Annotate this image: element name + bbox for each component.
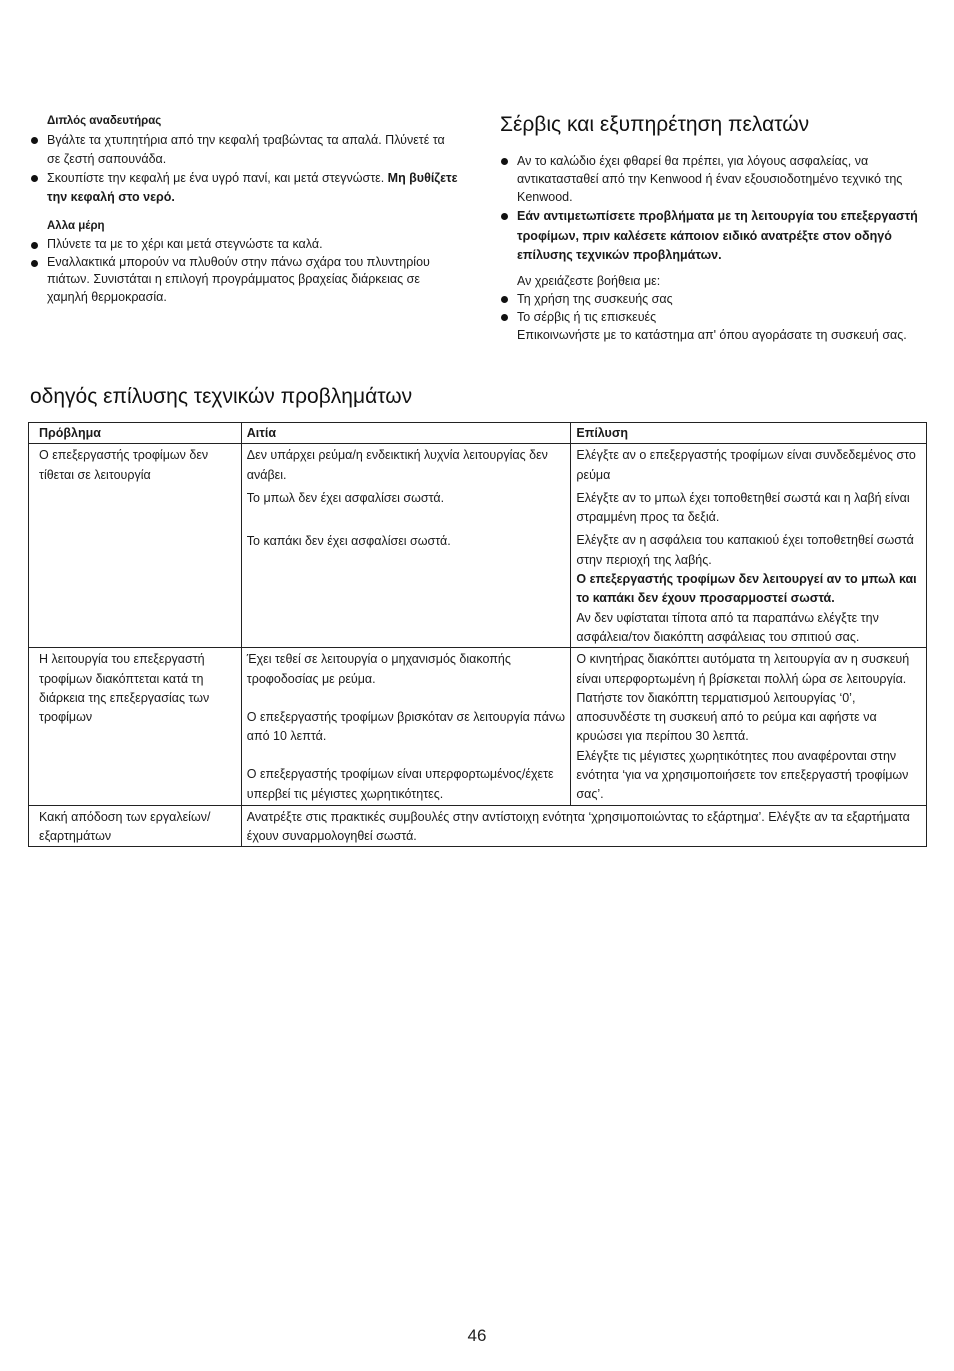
solution-cell: Ελέγξτε αν ο επεξεργαστής τροφίμων είναι συνδεδεμένος στο ρεύμα Ελέγξτε αν το μπωλ έχει τοποθετηθεί σωστά και η λαβή είναι στραμμένη προς τα δεξιά. Ελέγξτε αν η ασφάλεια του καπακιού έχει τοποθετηθεί σωστά στην περιοχή της λαβής. Ο επεξεργαστής τροφίμων δεν λειτουργεί αν το μπωλ και το καπάκι δεν έχουν προσαρμοστεί σωστά. Αν δεν υφίσταται τίποτα από τα παραπάνω ελέγξτε την ασφάλεια/τον διακόπτη ασφάλειας του σπιτιού σας. (571, 444, 927, 648)
table-header-row (29, 423, 927, 444)
list-item: Βγάλτε τα χτυπητήρια από την κεφαλή τραβώντας τα απαλά. Πλύνετέ τα σε ζεστή σαπουνάδα. (30, 131, 460, 169)
cause-cell: Δεν υπάρχει ρεύμα/η ενδεικτική λυχνία λειτουργίας δεν ανάβει. Το μπωλ δεν έχει ασφαλίσει σωστά. Το καπάκι δεν έχει ασφαλίσει σωστά. (241, 444, 571, 648)
table-row (29, 444, 927, 648)
solution-cell: Ο κινητήρας διακόπτει αυτόματα τη λειτουργία αν η συσκευή είναι υπερφορτωμένη ή βρίσκεται πολλή ώρα σε λειτουργία. Πατήστε τον διακόπτη τερματισμού λειτουργίας ‘0’, αποσυνδέστε τη συσκευή από το ρεύμα και αφήστε να κρυώσει για περίπου 30 λεπτά. Ελέγξτε τις μέγιστες χωρητικότητες που αναφέρονται στην ενότητα ‘για να χρησιμοποιήσετε τον επεξεργαστή τροφίμων σας’. (571, 648, 927, 805)
help-intro: Αν χρειάζεστε βοήθεια με: (517, 273, 661, 288)
merged-cause-solution-cell: Ανατρέξτε στις πρακτικές συμβουλές στην αντίστοιχη ενότητα ‘χρησιμοποιώντας το εξάρτημα’. Ελέγξτε αν τα εξαρτήματα έχουν συναρμολογηθεί σωστά. (241, 805, 926, 847)
service-section (500, 112, 930, 344)
list-item: Αν το καλώδιο έχει φθαρεί θα πρέπει, για λόγους ασφαλείας, να αντικατασταθεί από την Kenwood ή έναν εξουσιοδοτημένο τεχνικό της Kenwood. (500, 152, 930, 206)
other-parts-heading: Αλλα μέρη (47, 220, 105, 232)
troubleshooting-title: οδηγός επίλυσης τεχνικών προβλημάτων (30, 385, 413, 408)
list-item: Εάν αντιμετωπίσετε προβλήματα με τη λειτουργία του επεξεργαστή τροφίμων, πριν καλέσετε κάποιον ειδικό ανατρέξτε στον οδηγό επίλυσης τεχνικών προβλημάτων. (500, 207, 930, 266)
list-item: Τη χρήση της συσκευής σας (500, 290, 930, 308)
header-cause: Αιτία (241, 423, 571, 444)
help-list (500, 290, 930, 326)
cause-cell: Έχει τεθεί σε λειτουργία ο μηχανισμός διακοπής τροφοδοσίας με ρεύμα. Ο επεξεργαστής τροφίμων βρισκόταν σε λειτουργία πάνω από 10 λεπτά. Ο επεξεργαστής τροφίμων είναι υπερφορτωμένος/έχετε υπερβεί τις μέγιστες χωρητικότητες. (241, 648, 571, 805)
problem-cell: Κακή απόδοση των εργαλείων/εξαρτημάτων (29, 805, 242, 847)
problem-cell: Η λειτουργία του επεξεργαστή τροφίμων διακόπτεται κατά τη διάρκεια της επεξεργασίας των τροφίμων (29, 648, 242, 805)
troubleshooting-table (28, 422, 927, 847)
list-item: Εναλλακτικά μπορούν να πλυθούν στην πάνω σχάρα του πλυντηρίου πιάτων. Συνιστάται η επιλογή προγράμματος βραχείας διάρκειας σε χαμηλή θερμοκρασία. (30, 254, 460, 307)
contact-text: Επικοινωνήστε με το κατάστημα απ' όπου αγοράσατε τη συσκευή σας. (517, 327, 907, 342)
cleaning-section (30, 112, 460, 306)
list-item: Το σέρβις ή τις επισκευές (500, 308, 930, 326)
double-whisk-heading: Διπλός αναδευτήρας (47, 115, 162, 127)
double-whisk-list (30, 131, 460, 207)
header-problem: Πρόβλημα (29, 423, 242, 444)
service-title: Σέρβις και εξυπηρέτηση πελατών (500, 113, 810, 136)
problem-cell: Ο επεξεργαστής τροφίμων δεν τίθεται σε λειτουργία (29, 444, 242, 648)
list-item: Σκουπίστε την κεφαλή με ένα υγρό πανί, και μετά στεγνώστε. Μη βυθίζετε την κεφαλή στο νερό. (30, 169, 460, 207)
page-number: 46 (467, 1326, 487, 1345)
other-parts-list (30, 236, 460, 306)
table-row (29, 648, 927, 805)
header-solution: Επίλυση (571, 423, 927, 444)
list-item: Πλύνετε τα με το χέρι και μετά στεγνώστε τα καλά. (30, 236, 460, 254)
table-row (29, 805, 927, 847)
service-list (500, 152, 930, 266)
